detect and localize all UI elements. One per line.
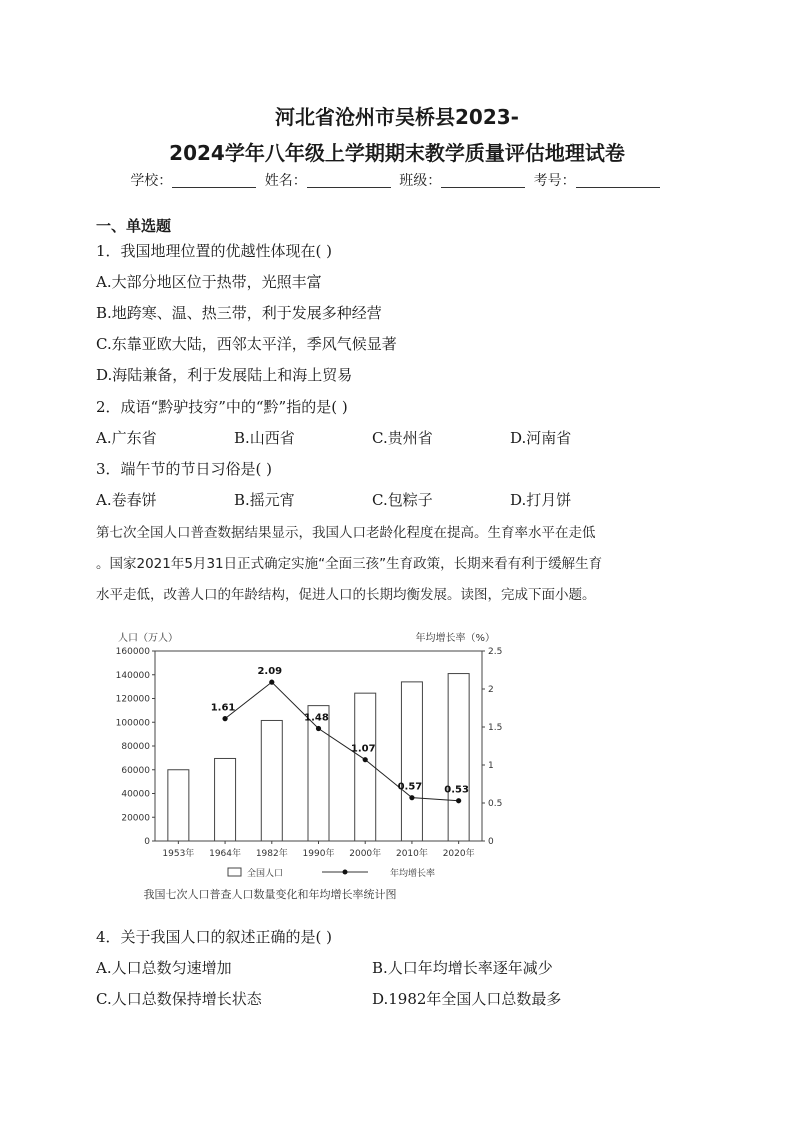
q2-option-c[interactable]: C.贵州省 (372, 429, 433, 447)
growth-rate-point (222, 716, 227, 721)
exam-title-line2: 2024学年八年级上学期期末教学质量评估地理试卷 (169, 141, 625, 165)
name-blank[interactable] (307, 173, 391, 188)
exam-title-line1: 河北省沧州市吴桥县2023- (275, 105, 519, 129)
legend-bar-swatch (228, 868, 241, 876)
growth-rate-point (409, 795, 414, 800)
right-tick-label: 1.5 (488, 723, 503, 733)
school-label: 学校： (130, 173, 173, 189)
q1-option-d[interactable]: D.海陆兼备，利于发展陆上和海上贸易 (96, 366, 353, 384)
left-tick-label: 80000 (121, 742, 150, 752)
population-bar (448, 674, 469, 841)
chart-caption: 我国七次人口普查人口数量变化和年均增长率统计图 (143, 888, 397, 901)
name-label: 姓名： (264, 173, 307, 189)
q2-option-a[interactable]: A.广东省 (96, 429, 157, 447)
x-tick-label: 2010年 (395, 849, 428, 859)
q4-option-b[interactable]: B.人口年均增长率逐年减少 (372, 959, 553, 977)
q3-stem: 3．端午节的节日习俗是( ) (96, 460, 273, 478)
right-tick-label: 2 (488, 685, 494, 695)
q1-option-c[interactable]: C.东靠亚欧大陆，西邻太平洋，季风气候显著 (96, 335, 397, 353)
left-tick-label: 40000 (121, 789, 150, 800)
growth-rate-label: 1.61 (210, 702, 236, 714)
right-axis-title: 年均增长率（%） (415, 633, 495, 644)
q4-stem: 4．关于我国人口的叙述正确的是( ) (96, 928, 333, 946)
passage-line-1: 第七次全国人口普查数据结果显示，我国人口老龄化程度在提高。生育率水平在走低 (96, 525, 596, 541)
population-bar (355, 693, 376, 841)
growth-rate-point (316, 726, 321, 731)
population-bar (261, 720, 282, 841)
growth-rate-label: 1.48 (304, 712, 329, 724)
number-blank[interactable] (576, 173, 660, 188)
legend-bar-label: 全国人口 (247, 869, 284, 879)
x-tick-label: 1982年 (255, 849, 288, 859)
left-tick-label: 160000 (115, 647, 150, 657)
q4-option-a[interactable]: A.人口总数匀速增加 (96, 959, 232, 977)
population-chart (110, 625, 510, 915)
x-tick-label: 2020年 (442, 849, 475, 859)
q2-option-d[interactable]: D.河南省 (510, 429, 572, 447)
student-info-row (0, 170, 794, 190)
right-tick-label: 0.5 (488, 799, 503, 809)
class-label: 班级： (399, 173, 442, 189)
growth-rate-point (269, 680, 274, 685)
section-heading: 一、单选题 (96, 217, 172, 235)
population-bar (401, 682, 422, 841)
legend-line-label: 年均增长率 (390, 869, 436, 879)
growth-rate-label: 2.09 (257, 666, 283, 678)
left-tick-label: 140000 (115, 670, 150, 681)
passage-line-2: 。国家2021年5月31日正式确定实施“全面三孩”生育政策，长期来看有利于缓解生育 (96, 556, 603, 572)
q2-option-b[interactable]: B.山西省 (234, 429, 295, 447)
q3-option-b[interactable]: B.摇元宵 (234, 491, 295, 509)
growth-rate-point (456, 798, 461, 803)
q3-option-c[interactable]: C.包粽子 (372, 491, 433, 509)
growth-rate-line (225, 682, 459, 801)
left-tick-label: 120000 (115, 694, 150, 705)
q1-option-b[interactable]: B.地跨寒、温、热三带，利于发展多种经营 (96, 304, 382, 322)
class-blank[interactable] (441, 173, 525, 188)
right-tick-label: 1 (488, 761, 494, 771)
left-tick-label: 0 (144, 837, 150, 847)
q4-option-c[interactable]: C.人口总数保持增长状态 (96, 990, 262, 1008)
q3-option-d[interactable]: D.打月饼 (510, 491, 572, 509)
growth-rate-label: 0.57 (397, 781, 423, 793)
q3-option-a[interactable]: A.卷春饼 (96, 491, 157, 509)
q4-option-d[interactable]: D.1982年全国人口总数最多 (372, 990, 562, 1008)
right-tick-label: 2.5 (488, 647, 503, 657)
x-tick-label: 1990年 (302, 849, 335, 859)
q1-stem: 1．我国地理位置的优越性体现在( ) (96, 242, 333, 260)
left-tick-label: 60000 (121, 765, 150, 776)
population-bar (215, 758, 236, 841)
number-label: 考号： (533, 173, 576, 189)
x-tick-label: 1964年 (209, 849, 242, 859)
x-tick-label: 1953年 (162, 849, 195, 859)
legend-line-marker (343, 870, 348, 875)
school-blank[interactable] (172, 173, 256, 188)
x-tick-label: 2000年 (349, 849, 382, 859)
right-tick-label: 0 (488, 837, 494, 847)
left-axis-title: 人口（万人） (118, 633, 178, 644)
passage-line-3: 水平走低，改善人口的年龄结构，促进人口的长期均衡发展。读图，完成下面小题。 (96, 587, 596, 603)
left-tick-label: 100000 (115, 718, 150, 729)
growth-rate-label: 1.07 (350, 743, 376, 755)
left-tick-label: 20000 (121, 813, 150, 824)
growth-rate-point (363, 757, 368, 762)
q2-stem: 2．成语“黔驴技穷”中的“黔”指的是( ) (96, 398, 348, 416)
growth-rate-label: 0.53 (444, 784, 469, 796)
q1-option-a[interactable]: A.大部分地区位于热带，光照丰富 (96, 273, 322, 291)
population-bar (168, 770, 189, 841)
